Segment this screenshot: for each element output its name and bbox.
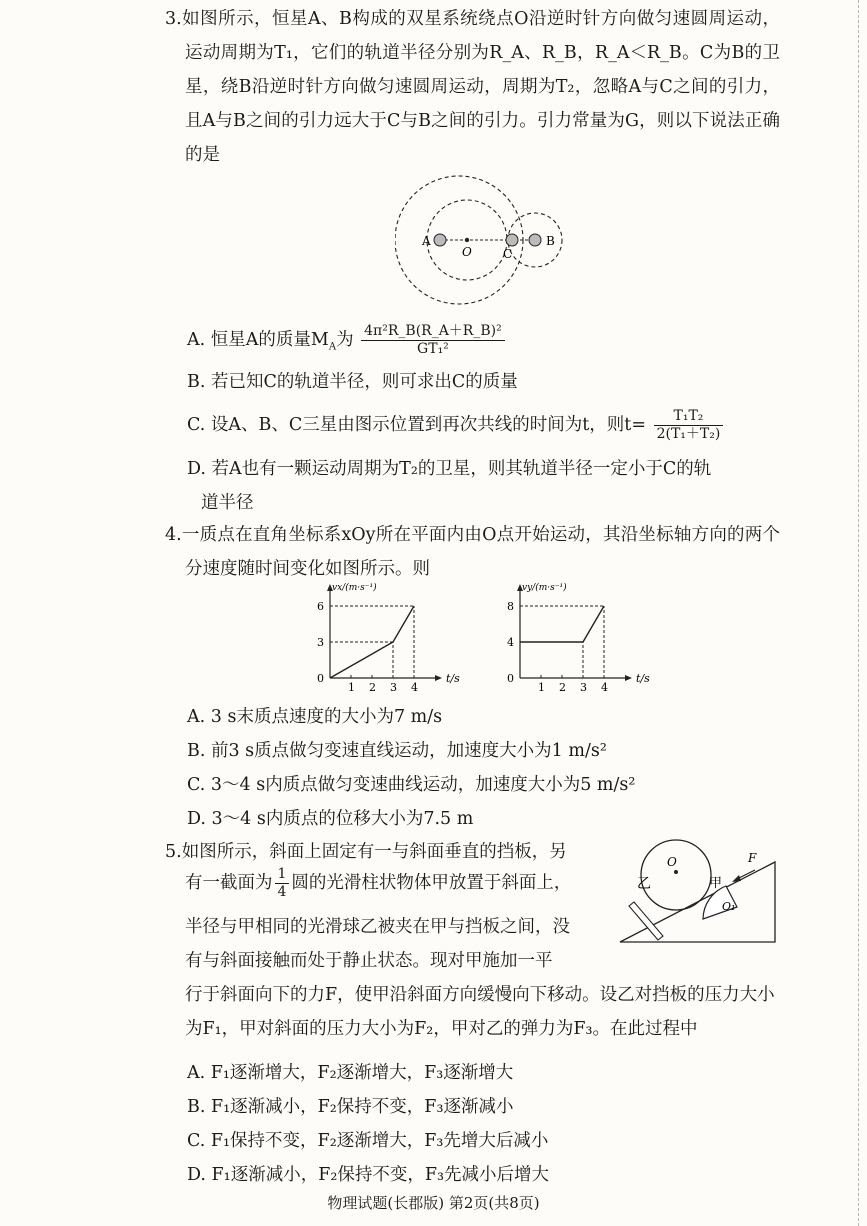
question-4 [165,518,780,586]
q3-option-a-fraction: $\frac{\text{4π²R\_B(R\_A＋R\_B)²}}{\text{GT₁²}}$ [361,323,505,358]
q4-option-a: A. 3 s末质点速度的大小为7 m/s [187,707,443,727]
x-tick-label: 4 [411,681,418,694]
x-tick-label: 2 [559,681,566,694]
page-edge-dashed [857,0,859,1226]
x-tick-label: 1 [538,681,545,694]
force-arrow-head [732,875,741,882]
star-a [434,234,446,246]
origin-label: 0 [507,672,514,685]
center-o [465,238,469,242]
star-b [529,234,541,246]
q5-line-4: 有与斜面接触而处于静止状态。现对甲施加一平 [185,951,553,971]
x-axis-arrow [435,675,442,681]
label-o1: O₁ [722,900,736,913]
q3-option-b: B. 若已知C的轨道半径，则可求出C的质量 [187,372,518,392]
q5-option-a: A. F₁逐渐增大，F₂逐渐增大，F₃逐渐增大 [187,1063,514,1083]
q4-option-c: C. 3～4 s内质点做匀变速曲线运动，加速度大小为5 m/s² [187,775,636,795]
ball-center [674,870,678,874]
orbit-large [395,176,523,304]
q5-line-3: 半径与甲相同的光滑球乙被夹在甲与挡板之间，没 [185,917,570,937]
y-tick-label: 6 [317,600,324,613]
q5-line-1: 5.如图所示，斜面上固定有一与斜面垂直的挡板，另 [165,842,567,862]
x-axis-label: t/s [636,672,650,685]
q3-option-c-fraction: $\frac{\text{T₁T₂}}{\text{2(T₁＋T₂)}}$ [654,408,724,443]
q3-orbit-figure [395,168,575,318]
q5-quarter-fraction: $\frac{1}{4}$ [275,866,290,901]
q3-option-d: D. 若A也有一颗运动周期为T₂的卫星，则其轨道半径一定小于C的轨 道半径 [187,459,712,513]
y-axis-label: vy/(m·s⁻¹) [522,583,567,593]
label-jia: 甲 [709,876,723,891]
label-o: O [667,855,677,869]
x-tick-label: 2 [369,681,376,694]
star-c [506,234,518,246]
label-o: O [462,245,472,259]
x-tick-label: 1 [348,681,355,694]
q4-option-d: D. 3～4 s内质点的位移大小为7.5 m [187,809,474,829]
x-axis-label: t/s [446,672,460,685]
q5-option-d: D. F₁逐渐减小，F₂保持不变，F₃先减小后增大 [187,1165,550,1185]
x-tick-label: 3 [390,681,397,694]
q3-option-a: A. 恒星A的质量$M_A$为 $\frac{\text{4π²R\_B(R\_A＋R\_B)²}}{\text{GT₁²}}$ [187,323,782,365]
page-footer: 物理试题(长郡版) 第2页(共8页) [327,1194,540,1212]
q5-option-b: B. F₁逐渐减小，F₂保持不变，F₃逐渐减小 [187,1097,514,1117]
label-b: B [546,234,555,248]
q5-incline-figure [615,820,785,950]
q3-stem: 3.如图所示，恒星A、B构成的双星系统绕点O沿逆时针方向做匀速圆周运动，运动周期为T₁，它们的轨道半径分别为R_A、R_B，R_A＜R_B。C为B的卫星，绕B沿逆时针方向做匀速圆周运动，周期为T₂，忽略A与C之间的引力，且A与B之间的引力远大于C与B之间的引力。引力常量为G，则以下说法正确的是 [165,9,780,165]
q4-stem: 4.一质点在直角坐标系xOy所在平面内由O点开始运动，其沿坐标轴方向的两个分速度随时间变化如图所示。则 [165,525,780,579]
label-c: C [503,247,513,261]
q4-option-b: B. 前3 s质点做匀变速直线运动，加速度大小为1 m/s² [187,741,607,761]
q4-vx-chart [300,578,470,698]
x-axis-arrow [625,675,632,681]
q5-line-5: 行于斜面向下的力F，使甲沿斜面方向缓慢向下移动。设乙对挡板的压力大小为F₁，甲对斜面的压力大小为F₂，甲对乙的弹力为F₃。在此过程中 [185,985,775,1039]
label-a: A [422,234,431,248]
question-3 [165,2,780,172]
q3-option-c: C. 设A、B、C三星由图示位置到再次共线的时间为t，则t= $\frac{\text{T₁T₂}}{\text{2(T₁＋T₂)}}$ [187,408,782,443]
q5-line-2: 有一截面为 $\frac{1}{4}$ 圆的光滑柱状物体甲放置于斜面上， [185,866,572,900]
label-f: F [748,851,757,865]
y-tick-label: 3 [317,636,324,649]
ball-yi [641,840,711,910]
series-line [520,606,604,642]
y-tick-label: 4 [507,636,514,649]
origin-label: 0 [317,672,324,685]
q4-vy-chart [490,578,660,698]
q5-option-c: C. F₁保持不变，F₂逐渐增大，F₃先增大后减小 [187,1131,549,1151]
y-axis-label: vx/(m·s⁻¹) [332,583,377,593]
y-tick-label: 8 [507,600,514,613]
label-yi: 乙 [637,876,651,892]
x-tick-label: 3 [580,681,587,694]
x-tick-label: 4 [601,681,608,694]
